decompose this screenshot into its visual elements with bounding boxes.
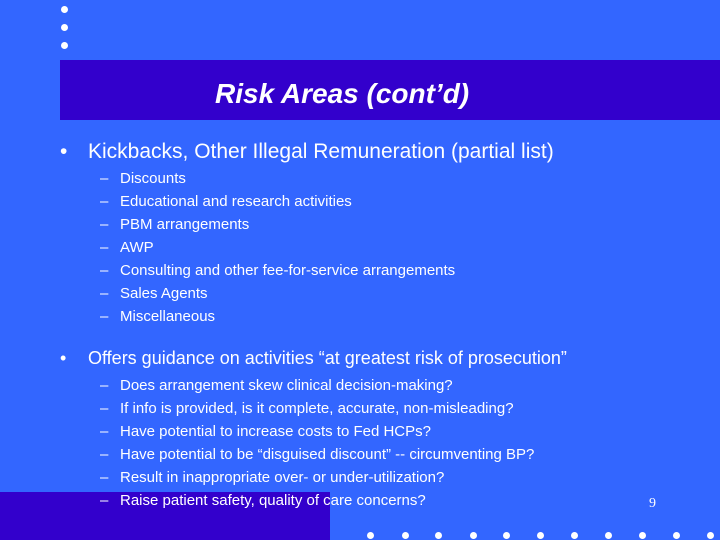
dot-decoration xyxy=(605,532,612,539)
bullet-icon: • xyxy=(60,348,67,368)
dot-decoration xyxy=(61,24,68,31)
dash-icon: – xyxy=(100,216,109,233)
dot-decoration xyxy=(571,532,578,539)
dash-icon: – xyxy=(100,423,109,440)
dash-icon: – xyxy=(100,308,109,325)
page-number: 9 xyxy=(649,496,656,511)
dot-decoration xyxy=(503,532,510,539)
dash-icon: – xyxy=(100,285,109,302)
bullet-icon: • xyxy=(60,140,68,163)
dash-icon: – xyxy=(100,400,109,417)
list-item: – Discounts xyxy=(100,170,186,187)
dot-decoration xyxy=(435,532,442,539)
list-item: – Have potential to be “disguised discount” -- circumventing BP? xyxy=(100,446,535,463)
dot-decoration xyxy=(537,532,544,539)
dash-icon: – xyxy=(100,262,109,279)
dash-icon: – xyxy=(100,446,109,463)
dot-decoration xyxy=(402,532,409,539)
section2-heading-row xyxy=(60,348,567,369)
dot-decoration xyxy=(61,42,68,49)
dash-icon: – xyxy=(100,492,109,509)
list-item: – Result in inappropriate over- or under-utilization? xyxy=(100,469,445,486)
list-item: – AWP xyxy=(100,239,154,256)
dash-icon: – xyxy=(100,469,109,486)
section1-heading: Kickbacks, Other Illegal Remuneration (partial list) xyxy=(88,140,554,163)
dot-decoration xyxy=(470,532,477,539)
list-item: – Consulting and other fee-for-service arrangements xyxy=(100,262,456,279)
list-item: – Educational and research activities xyxy=(100,193,352,210)
dash-icon: – xyxy=(100,239,109,256)
list-item: – Does arrangement skew clinical decision-making? xyxy=(100,377,453,394)
list-item: – Miscellaneous xyxy=(100,308,216,325)
list-item: – Sales Agents xyxy=(100,285,208,302)
list-item: – If info is provided, is it complete, accurate, non-misleading? xyxy=(100,400,514,417)
slide-title: Risk Areas (cont’d) xyxy=(215,78,470,109)
list-item: – Have potential to increase costs to Fed HCPs? xyxy=(100,423,431,440)
section1-heading-row xyxy=(60,140,554,164)
dot-decoration xyxy=(707,532,714,539)
dot-decoration xyxy=(367,532,374,539)
dash-icon: – xyxy=(100,193,109,210)
list-item: – PBM arrangements xyxy=(100,216,250,233)
dash-icon: – xyxy=(100,377,109,394)
section2-heading: Offers guidance on activities “at greatest risk of prosecution” xyxy=(88,348,567,368)
dot-decoration xyxy=(673,532,680,539)
dot-decoration xyxy=(61,6,68,13)
dot-decoration xyxy=(639,532,646,539)
dash-icon: – xyxy=(100,170,109,187)
list-item: – Raise patient safety, quality of care concerns? xyxy=(100,492,426,509)
